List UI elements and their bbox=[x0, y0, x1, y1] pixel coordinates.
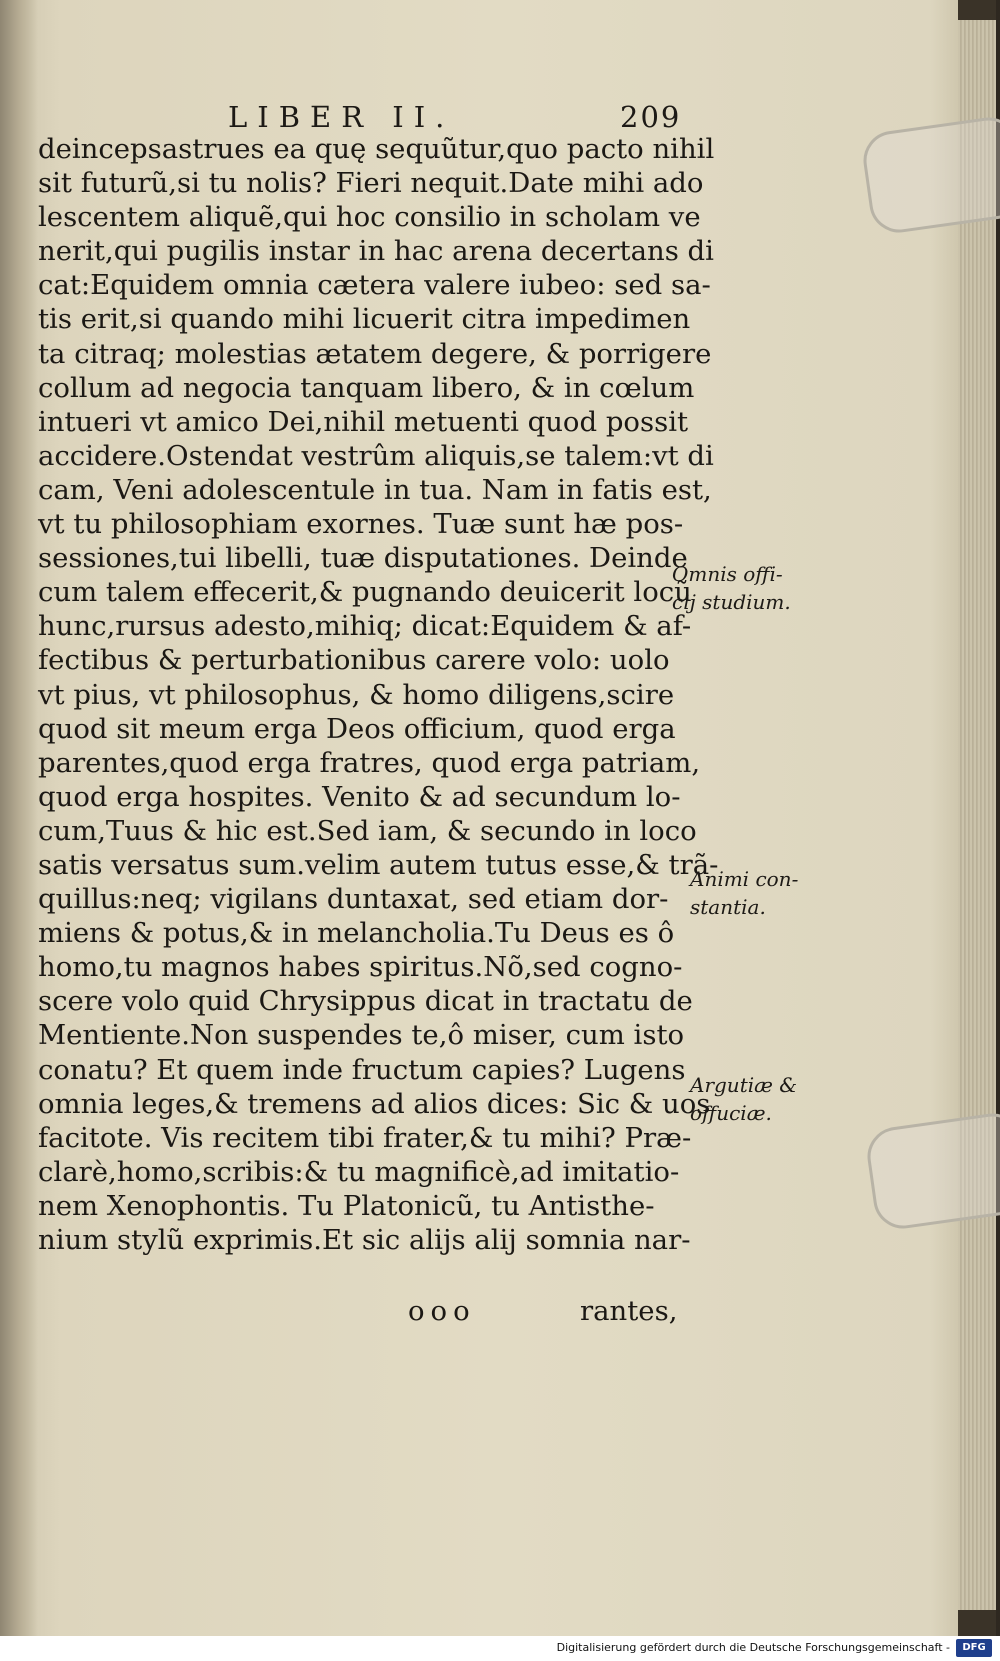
text-line: deincepsastrues ea quę sequũtur,quo pacto nihil bbox=[38, 133, 715, 165]
text-line: parentes,quod erga fratres, quod erga patriam, bbox=[38, 746, 701, 779]
text-line: hunc,rursus adesto,mihiq; dicat:Equidem & af- bbox=[38, 610, 692, 643]
text-line: cat:Equidem omnia cætera valere iubeo: sed sa- bbox=[38, 269, 711, 302]
text-line: nem Xenophontis. Tu Platonicũ, tu Antisthe- bbox=[38, 1189, 655, 1222]
page-fore-edge bbox=[958, 20, 1000, 1610]
marginal-note-line: Omnis offi- bbox=[672, 562, 783, 586]
text-line: fectibus & perturbationibus carere volo: uolo bbox=[38, 644, 670, 677]
marginal-note bbox=[672, 560, 791, 616]
text-line: quod erga hospites. Venito & ad secundum lo- bbox=[38, 780, 681, 813]
dfg-logo: DFG bbox=[956, 1639, 992, 1657]
text-line: miens & potus,& in melancholia.Tu Deus es ô bbox=[38, 917, 675, 950]
text-line: cam, Veni adolescentule in tua. Nam in fatis est, bbox=[38, 473, 712, 506]
running-header: LIBER II. bbox=[228, 100, 455, 134]
funding-credit: Digitalisierung gefördert durch die Deutsche Forschungsgemeinschaft - bbox=[556, 1641, 950, 1654]
marginal-note-line: stantia. bbox=[690, 895, 766, 919]
marginal-note bbox=[690, 1071, 797, 1127]
body-text bbox=[38, 132, 719, 1257]
text-line: omnia leges,& tremens ad alios dices: Sic & uos bbox=[38, 1087, 711, 1120]
text-line: homo,tu magnos habes spiritus.Nõ,sed cogno- bbox=[38, 951, 683, 984]
text-line: satis versatus sum.velim autem tutus esse,& trã- bbox=[38, 848, 719, 881]
text-line: conatu? Et quem inde fructum capies? Lugens bbox=[38, 1053, 686, 1086]
page-number: 209 bbox=[620, 100, 682, 134]
text-line: cum,Tuus & hic est.Sed iam, & secundo in loco bbox=[38, 814, 697, 847]
marginal-note-line: Argutiæ & bbox=[690, 1073, 798, 1097]
text-line: Mentiente.Non suspendes te,ô miser, cum isto bbox=[38, 1019, 685, 1052]
text-line: quillus:neq; vigilans duntaxat, sed etiam dor- bbox=[38, 883, 669, 916]
text-line: facitote. Vis recitem tibi frater,& tu mihi? Præ- bbox=[38, 1121, 692, 1154]
text-line: sessiones,tui libelli, tuæ disputationes. Deinde bbox=[38, 542, 688, 575]
catchword: rantes, bbox=[580, 1295, 678, 1327]
signature-mark: ooo bbox=[408, 1295, 476, 1327]
text-line: lescentem aliquẽ,qui hoc consilio in scholam ve bbox=[38, 201, 701, 234]
marginal-note-line: Animi con- bbox=[690, 867, 799, 891]
text-line: tis erit,si quando mihi licuerit citra impedimen bbox=[38, 303, 691, 336]
marginal-note-line: cij studium. bbox=[672, 590, 791, 614]
text-line: ta citraq; molestias ætatem degere, & porrigere bbox=[38, 337, 712, 370]
book-edge-shadow bbox=[996, 0, 1000, 1636]
text-line: vt tu philosophiam exornes. Tuæ sunt hæ pos- bbox=[38, 508, 684, 541]
text-line: collum ad negocia tanquam libero, & in cœlum bbox=[38, 371, 695, 404]
text-line: scere volo quid Chrysippus dicat in tractatu de bbox=[38, 985, 693, 1018]
marginal-note bbox=[690, 865, 798, 921]
text-line: vt pius, vt philosophus, & homo diligens,scire bbox=[38, 678, 675, 711]
text-line: accidere.Ostendat vestrûm aliquis,se talem:vt di bbox=[38, 439, 714, 472]
text-line: clarè,homo,scribis:& tu magnificè,ad imitatio- bbox=[38, 1155, 680, 1188]
footer-bar bbox=[0, 1636, 1000, 1661]
text-line: intueri vt amico Dei,nihil metuenti quod possit bbox=[38, 405, 689, 438]
book-gutter bbox=[0, 0, 38, 1636]
text-line: quod sit meum erga Deos officium, quod erga bbox=[38, 712, 676, 745]
text-line: nerit,qui pugilis instar in hac arena decertans di bbox=[38, 235, 714, 268]
marginal-note-line: offuciæ. bbox=[690, 1101, 772, 1125]
text-line: cum talem effecerit,& pugnando deuicerit locũ bbox=[38, 576, 692, 609]
text-line: nium stylũ exprimis.Et sic alijs alij somnia nar- bbox=[38, 1224, 691, 1256]
text-line: sit futurũ,si tu nolis? Fieri nequit.Date mihi ado bbox=[38, 167, 704, 200]
